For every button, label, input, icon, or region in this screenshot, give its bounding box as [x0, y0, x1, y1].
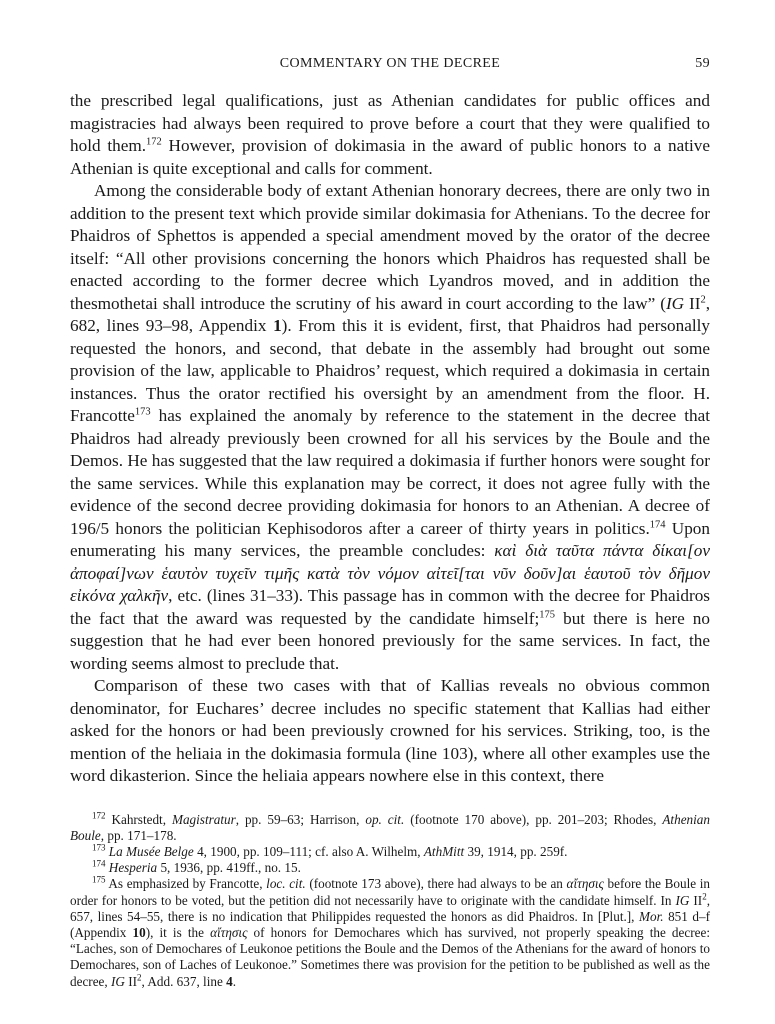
running-title: COMMENTARY ON THE DECREE	[279, 56, 501, 71]
paragraph	[70, 90, 710, 180]
text-run: II	[689, 892, 703, 908]
note-reference: 2	[137, 972, 142, 983]
text-run: II	[124, 973, 138, 989]
text-run: , etc. (lines 31–33). This passage has in common with the decree for Phaidros the fact that the award was requested by the candidate himself;	[70, 586, 710, 628]
text-run: op. cit.	[365, 811, 405, 827]
text-run: , 682, lines 93–98, Appendix	[70, 293, 711, 335]
footnote	[70, 844, 710, 860]
text-run: 4	[226, 973, 233, 989]
note-reference: 2	[700, 293, 706, 305]
text-run: IG	[675, 892, 690, 908]
text-run: La Musée Belge	[108, 843, 194, 859]
text-run: of honors for Demochares which has survived, not properly speaking the decree: “Laches, son of Demochares of Leukonoe petitions the Boule and the Demos of the Athenians for the award of honors to Demochares, son of Laches of Leukonoe.” Sometimes there was provision for the petition to be published as well as the decree,	[70, 924, 710, 989]
text-run: 39, 1914, pp. 259f.	[464, 843, 568, 859]
text-run: Among the considerable body of extant Athenian honorary decrees, there are only two in addition to the present text which provide similar dokimasia for Athenians. To the decree for Phaidros of Sphettos is appended a special amendment moved by the orator of the decree itself: “All other provisions concerning the honors which Phaidros has requested shall be enacted according to the former decree which Lyandros moved, and in addition the thesmothetai shall introduce the scrutiny of his award in court according to the law” (	[70, 181, 710, 313]
text-run: 1	[273, 316, 282, 335]
note-reference: 173	[92, 842, 106, 853]
text-run: (footnote 173 above), there had always to be an	[305, 876, 567, 892]
text-run: .	[232, 973, 237, 989]
text-run: καὶ διὰ ταῦτα πάντα δίκαι[ον ἀποφαί]νων ἑαυτὸν τυχεῖν τιμῆς κατὰ τὸν νόμον αἰτεῖ[ται νῦν δοῦν]αι ἑαυτοῦ τὸν δῆμον εἰκόνα χαλκῆν	[70, 541, 710, 605]
text-run: Magistratur	[171, 811, 236, 827]
page-number: 59	[695, 56, 710, 71]
text-run: Kahrstedt,	[105, 811, 172, 827]
footnote	[70, 812, 710, 844]
text-run: loc. cit.	[266, 876, 306, 892]
note-reference: 172	[146, 136, 162, 148]
text-run: ). From this it is evident, first, that Phaidros had personally requested the honors, and second, that debate in the assembly had brought out some provision of the law, applicable to Phaidros’ request, which required a dokimasia in certain instances. Thus the orator rectified his oversight by an amendment from the floor. H. Francotte	[70, 316, 710, 425]
text-run: αἴτησις	[210, 924, 248, 940]
footnotes	[70, 812, 710, 990]
text-run: As emphasized by Francotte,	[105, 876, 267, 892]
note-reference: 174	[649, 518, 666, 530]
text-run: IG	[111, 973, 125, 989]
text-run: Hesperia	[108, 860, 158, 876]
footnote	[70, 876, 710, 989]
text-run: but there is here no suggestion that he had ever been honored previously for the same services. In fact, the wording seems almost to preclude that.	[70, 608, 710, 673]
note-reference: 175	[539, 608, 556, 620]
note-reference: 172	[92, 810, 106, 821]
text-run: Comparison of these two cases with that of Kallias reveals no obvious common denominator, for Euchares’ decree includes no specific statement that Kallias had either asked for the honors or had been previously crowned for his services. Striking, too, is the mention of the heliaia in the dokimasia formula (line 103), where all other examples use the word dikasterion. Since the heliaia appears nowhere else in this context, there	[70, 676, 710, 785]
text-run: Upon enumerating his many services, the preamble concludes:	[70, 518, 710, 560]
note-reference: 173	[134, 406, 151, 418]
text-run: (footnote 170 above), pp. 201–203; Rhodes,	[404, 811, 663, 827]
running-header	[70, 52, 710, 78]
body-text	[70, 90, 710, 788]
text-run: II	[684, 293, 701, 313]
text-run: 10	[132, 924, 146, 940]
text-run: , 657, lines 54–55, there is no indication that Philippides requested the honors as did Phaidros. In [Plut.],	[70, 892, 710, 924]
text-run: Mor.	[639, 908, 664, 924]
text-run: , pp. 171–178.	[100, 827, 177, 843]
note-reference: 2	[702, 891, 707, 902]
paragraph	[70, 675, 710, 788]
text-run: , pp. 59–63; Harrison,	[235, 811, 366, 827]
note-reference: 174	[92, 858, 106, 869]
text-run: , Add. 637, line	[141, 973, 227, 989]
text-run: IG	[665, 293, 685, 313]
text-run: 851 d–f (Appendix	[70, 908, 710, 940]
text-run: Athenian Boule	[70, 811, 710, 843]
text-run: However, provision of dokimasia in the award of public honors to a native Athenian is quite exceptional and calls for comment.	[70, 136, 710, 178]
text-run: AthMitt	[423, 843, 465, 859]
text-run: ), it is the	[145, 924, 211, 940]
footnote	[70, 860, 710, 876]
text-run: αἴτησις	[566, 876, 604, 892]
text-run: has explained the anomaly by reference to the statement in the decree that Phaidros had already previously been crowned for all his services by the Boule and the Demos. He has suggested that the law required a dokimasia if further honors were sought for the same services. While this explanation may be correct, it does not agree fully with the evidence of the second decree providing dokimasia for honors to an Athenian. A decree of 196/5 honors the politician Kephisodoros after a career of thirty years in politics.	[70, 406, 710, 538]
paragraph	[70, 180, 710, 675]
page	[70, 52, 710, 990]
text-run: 4, 1900, pp. 109–111; cf. also A. Wilhelm,	[193, 843, 424, 859]
text-run: 5, 1936, pp. 419ff., no. 15.	[157, 860, 301, 876]
text-run: before the Boule in order for honors to be voted, but the petition did not necessarily have to originate with the candidate himself. In	[70, 876, 711, 908]
text-run: the prescribed legal qualifications, just as Athenian candidates for public offices and magistracies had always been required to prove before a court that they were qualified to hold them.	[70, 91, 710, 155]
note-reference: 175	[92, 874, 106, 885]
